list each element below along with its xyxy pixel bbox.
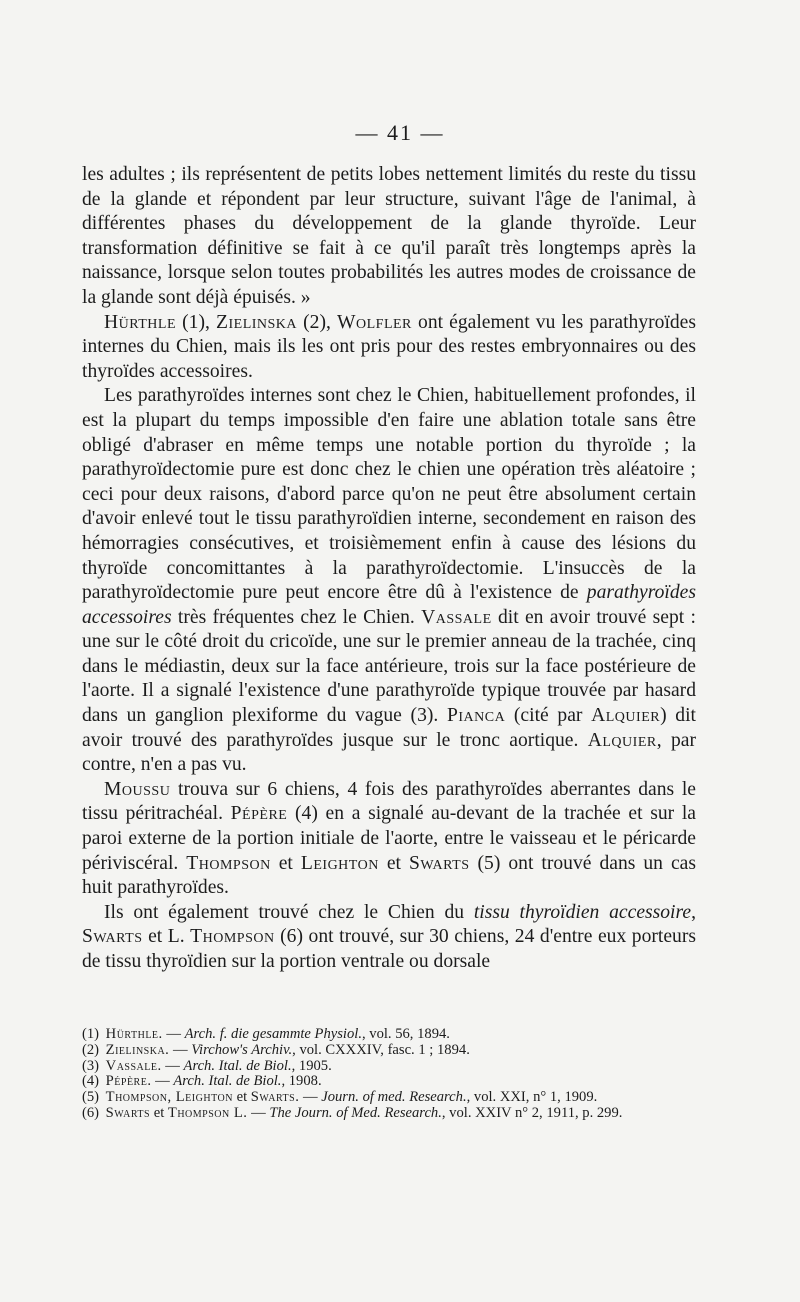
footnote-number: (4) (82, 1073, 100, 1090)
footnote-number: (6) (82, 1104, 100, 1121)
body-text (82, 163, 696, 975)
author-name: Vassale (421, 606, 492, 628)
paragraph-4: Moussu trouva sur 6 chiens, 4 fois des parathyroïdes aberrantes dans le tissu péritrachéal. Pépère (4) en a signalé au-devant de la trachée et sur la paroi externe de la portion initiale de l'aorte, entre le vaisseau et le péricarde périviscéral. Thompson et Leighton et Swarts (5) ont trouvé dans un cas huit parathyroïdes. (82, 778, 697, 899)
author-name: Pépère (230, 803, 288, 825)
footnote-number: (1) (82, 1026, 100, 1042)
author-name: Thompson (190, 926, 275, 948)
footnote-number: (5) (82, 1089, 100, 1106)
footnotes (82, 1027, 696, 1122)
paragraph-2: Hürthle (1), Zielinska (2), Wolfler ont également vu les parathyroïdes internes du Chien, mais ils les ont pris pour des restes embryonnaires ou des thyroïdes accessoires. (82, 311, 697, 382)
author-name: Alquier (587, 729, 657, 751)
author-name: Zielinska (216, 311, 298, 333)
paragraph-1: les adultes ; ils représentent de petits lobes nettement limités du reste du tissu de la glande et répondent par leur structure, suivant l'âge de l'animal, à différentes phases du développement de la glande thyroïde. Leur transformation définitive se fait à ce qu'il paraît très longtemps après la naissance, lorsque selon toutes probabilités les autres modes de croissance de la glande sont déjà épuisés. » (82, 164, 696, 308)
footnote-3: (3) Vassale. — Arch. Ital. de Biol., 1905. (82, 1057, 332, 1074)
author-name: Pianca (446, 705, 506, 727)
paragraph-3: Les parathyroïdes internes sont chez le Chien, habituellement profondes, il est la plupart du temps impossible d'en faire une ablation totale sans être obligé d'abraser en même temps une notable portion du thyroïde ; la parathyroïdectomie pure est donc chez le chien une opération très aléatoire ; ceci pour deux raisons, d'abord parce qu'on ne peut être absolument certain d'avoir enlevé tout le tissu parathyroïdien interne, secondement en raison des hémorragies consécutives, et troisièmement enfin à cause des lésions du thyroïde concomittantes à la parathyroïdectomie. L'insuccès de la parathyroïdectomie pure peut encore être dû à l'existence de parathyroïdes accessoires très fréquentes chez le Chien. Vassale dit en avoir trouvé sept : une sur le côté droit du cricoïde, une sur le premier anneau de la trachée, cinq dans le médiastin, deux sur la face antérieure, trois sur la face postérieure de l'aorte. Il a signalé l'existence d'une parathyroïde typique trouvée par hasard dans un ganglion plexiforme du vague (3). Pianca (cité par Alquier) dit avoir trouvé des parathyroïdes jusque sur le tronc aortique. Alquier, par contre, n'en a pas vu. (82, 385, 696, 776)
paragraph-5: Ils ont également trouvé chez le Chien du tissu thyroïdien accessoire, Swarts et L. Thompson (6) ont trouvé, sur 30 chiens, 24 d'entre eux porteurs de tissu thyroïdien sur la portion ventrale ou dorsale (82, 901, 697, 972)
italic-term: parathyroïdes accessoires (82, 582, 696, 628)
author-name: Leighton (300, 852, 379, 874)
author-name: Wolfler (337, 311, 412, 333)
author-name: Alquier (591, 705, 661, 727)
footnote-2: (2) Zielinska. — Virchow's Archiv., vol. CXXXIV, fasc. 1 ; 1894. (82, 1041, 470, 1058)
author-name: Swarts (408, 852, 470, 874)
footnote-4: (4) Pépère. — Arch. Ital. de Biol., 1908. (82, 1073, 322, 1090)
page-number: — 41 — (355, 120, 445, 145)
author-name: Swarts (82, 926, 143, 948)
footnote-6: (6) Swarts et Thompson L. — The Journ. of Med. Research., vol. XXIV n° 2, 1911, p. 299. (82, 1104, 623, 1121)
footnote-number: (3) (82, 1057, 100, 1074)
footnote-1: (1) Hürthle. — Arch. f. die gesammte Physiol., vol. 56, 1894. (82, 1026, 450, 1042)
footnote-5: (5) Thompson, Leighton et Swarts. — Journ. of med. Research., vol. XXI, n° 1, 1909. (82, 1089, 598, 1106)
author-name: Moussu (104, 778, 171, 800)
author-name: Hürthle (104, 311, 177, 333)
author-name: Thompson (186, 852, 271, 874)
italic-term: tissu thyroïdien accessoire (473, 901, 692, 923)
footnote-number: (2) (82, 1041, 100, 1058)
